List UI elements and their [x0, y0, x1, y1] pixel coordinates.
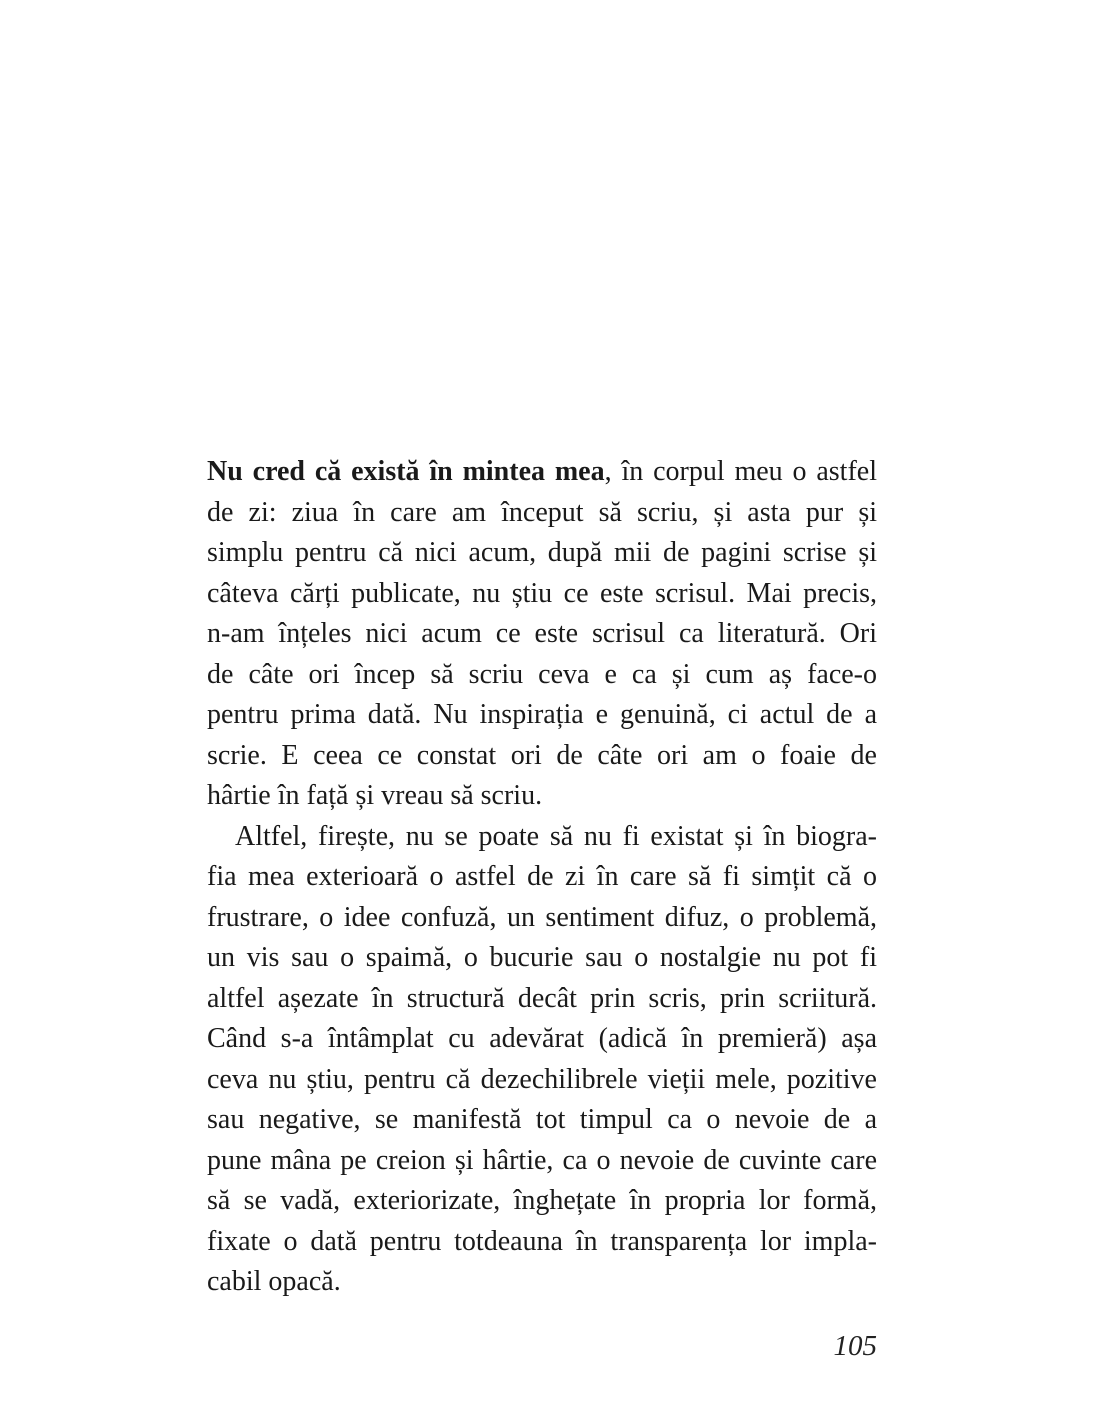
body-text — [207, 452, 877, 1303]
paragraph-1-line-9: hârtie în față și vreau să scriu. — [207, 780, 543, 811]
paragraph-1-line-1 — [207, 452, 877, 493]
paragraph-1-line-6: de câte ori încep să scriu ceva e ca și cum aș face-o — [207, 658, 877, 690]
paragraph-2-line-1: Altfel, firește, nu se poate să nu fi existat și în biogra- — [235, 820, 877, 852]
paragraph-2-line-2: fia mea exterioară o astfel de zi în care să fi simțit că o — [207, 861, 877, 892]
paragraph-1-line-3: simplu pentru că nici acum, după mii de pagini scrise și — [207, 537, 877, 568]
paragraph-2-line-4: un vis sau o spaimă, o bucurie sau o nostalgie nu pot fi — [207, 942, 877, 973]
paragraph-1-line-4: câteva cărți publicate, nu știu ce este scrisul. Mai precis, — [207, 577, 877, 609]
paragraph-2-line-3: frustrare, o idee confuză, un sentiment difuz, o problemă, — [207, 901, 877, 933]
bold-lead-phrase: Nu cred că există în mintea mea — [207, 456, 605, 487]
paragraph-2-line-9: pune mâna pe creion și hârtie, ca o nevoie de cuvinte care — [207, 1144, 877, 1176]
paragraph-2-line-10: să se vadă, exteriorizate, înghețate în propria lor formă, — [207, 1185, 877, 1216]
paragraph-2-line-5: altfel așezate în structură decât prin scris, prin scriitură. — [207, 982, 877, 1014]
paragraph-2-line-6: Când s-a întâmplat cu adevărat (adică în premieră) așa — [207, 1023, 877, 1054]
paragraph-1-line-1-rest: , în corpul meu o astfel — [604, 456, 877, 487]
paragraph-2-line-11: fixate o dată pentru totdeauna în transparența lor impla- — [207, 1225, 877, 1257]
paragraph-1-line-8: scrie. E ceea ce constat ori de câte ori am o foaie de — [207, 739, 877, 771]
paragraph-1-line-5: n-am înțeles nici acum ce este scrisul ca literatură. Ori — [207, 618, 877, 649]
paragraph-2-line-7: ceva nu știu, pentru că dezechilibrele vieții mele, pozitive — [207, 1063, 877, 1095]
paragraph-1-line-7: pentru prima dată. Nu inspirația e genuină, ci actul de a — [207, 699, 877, 730]
paragraph-1-line-2: de zi: ziua în care am început să scriu, și asta pur și — [207, 496, 877, 528]
paragraph-2-line-12: cabil opacă. — [207, 1266, 341, 1297]
page-number: 105 — [833, 1330, 877, 1362]
paragraph-2-line-8: sau negative, se manifestă tot timpul ca o nevoie de a — [207, 1104, 877, 1135]
